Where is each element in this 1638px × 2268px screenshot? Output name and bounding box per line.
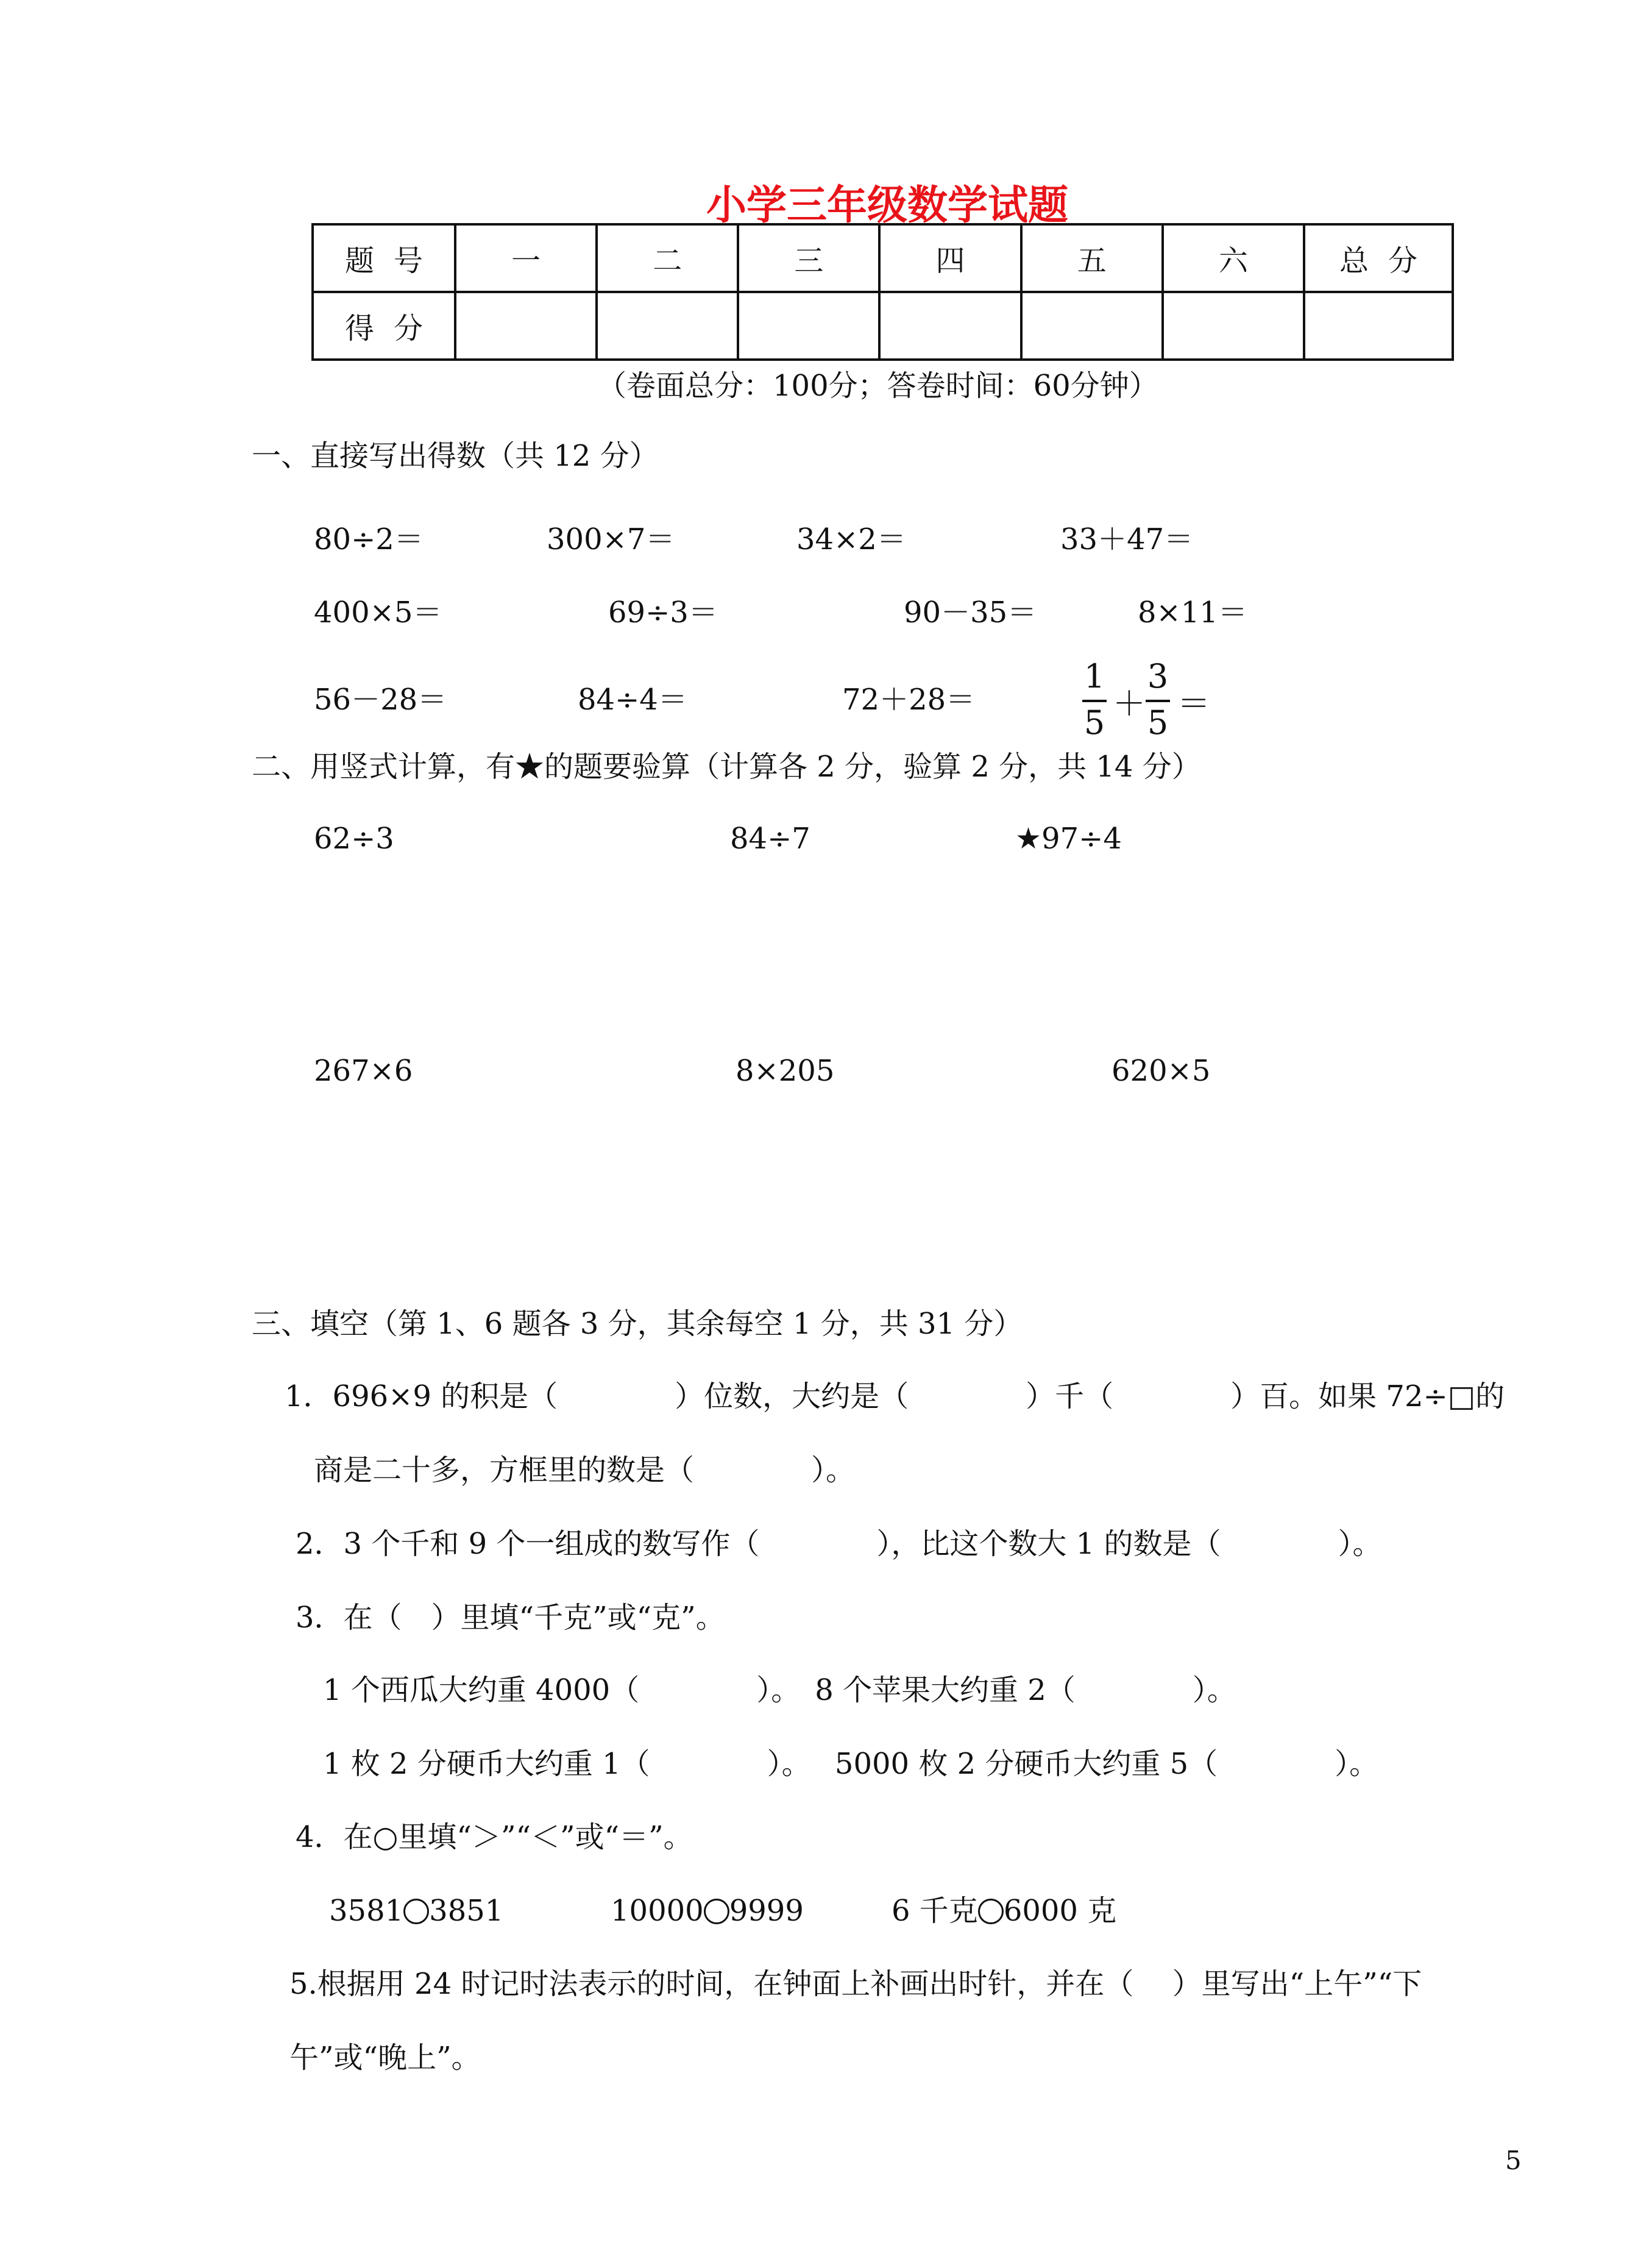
- score-input-cell[interactable]: [738, 292, 879, 360]
- compare-right: 3851: [429, 1894, 504, 1928]
- problem: 80÷2＝: [314, 522, 424, 556]
- compare-circle[interactable]: [704, 1899, 729, 1924]
- question-4: 4．在○里填“＞”“＜”或“＝”。: [296, 1820, 693, 1854]
- question-3a: 1 个西瓜大约重 4000（ ）。 8 个苹果大约重 2（ ）。: [323, 1673, 1236, 1707]
- problem: 69÷3＝: [608, 595, 718, 630]
- exam-note: （卷面总分：100分；答卷时间：60分钟）: [597, 369, 1158, 403]
- table-cell: 四: [879, 224, 1021, 292]
- table-cell: 三: [738, 224, 879, 292]
- problem: 84÷7: [730, 822, 810, 856]
- table-cell: 五: [1021, 224, 1163, 292]
- problem: 620×5: [1112, 1054, 1211, 1088]
- table-row: [313, 224, 1453, 292]
- score-table: [311, 223, 1454, 361]
- compare-item: [611, 1893, 804, 1929]
- score-input-cell[interactable]: [455, 292, 597, 360]
- table-cell: 题号: [313, 224, 455, 292]
- question-5: 5.根据用 24 时记时法表示的时间，在钟面上补画出时针，并在（ ）里写出“上午”“下: [289, 1967, 1422, 2001]
- table-cell: 六: [1163, 224, 1304, 292]
- problem: 267×6: [314, 1054, 413, 1088]
- problem: 8×205: [736, 1054, 835, 1088]
- question-2: 2．3 个千和 9 个一组成的数写作（ ），比这个数大 1 的数是（ ）。: [296, 1527, 1382, 1561]
- section3-heading: 三、填空（第 1、6 题各 3 分，其余每空 1 分，共 31 分）: [252, 1307, 1023, 1341]
- table-cell: 总分: [1304, 224, 1453, 292]
- table-cell: 一: [455, 224, 597, 292]
- table-row: [313, 292, 1453, 360]
- question-3b: 1 枚 2 分硬币大约重 1（ ）。 5000 枚 2 分硬币大约重 5（ ）。: [323, 1747, 1379, 1781]
- problem: 84÷4＝: [578, 683, 687, 717]
- compare-circle[interactable]: [978, 1899, 1004, 1924]
- compare-left: 3581: [329, 1894, 404, 1928]
- problem: 8×11＝: [1138, 595, 1247, 630]
- problem: 72＋28＝: [842, 683, 976, 717]
- table-cell: 得分: [313, 292, 455, 360]
- table-cell: 二: [597, 224, 738, 292]
- score-input-cell[interactable]: [1163, 292, 1304, 360]
- fraction-bar: [1082, 700, 1107, 702]
- compare-item: [892, 1893, 1116, 1929]
- question-1-cont: 商是二十多，方框里的数是（ ）。: [314, 1453, 856, 1487]
- page-number: 5: [1505, 2145, 1522, 2175]
- problem: 90－35＝: [904, 595, 1037, 630]
- problem: 33＋47＝: [1060, 522, 1194, 556]
- question-1: 1．696×9 的积是（ ）位数，大约是（ ）千（ ）百。如果 72÷□的: [285, 1379, 1505, 1413]
- problem: 56－28＝: [314, 683, 447, 717]
- problem: ★97÷4: [1015, 822, 1122, 856]
- compare-right: 9999: [729, 1894, 804, 1928]
- plus-sign: ＋: [1113, 684, 1146, 723]
- compare-circle[interactable]: [403, 1899, 429, 1924]
- compare-item: [329, 1893, 503, 1929]
- problem: 300×7＝: [547, 522, 675, 556]
- question-5-cont: 午”或“晚上”。: [289, 2041, 481, 2075]
- score-input-cell[interactable]: [879, 292, 1021, 360]
- numerator: 1: [1083, 657, 1105, 695]
- page-title: 小学三年级数学试题: [706, 181, 1068, 229]
- compare-left: 10000: [611, 1894, 704, 1928]
- fraction-bar: [1146, 700, 1170, 702]
- problem: 34×2＝: [796, 522, 906, 556]
- problem: 400×5＝: [314, 595, 442, 630]
- score-input-cell[interactable]: [597, 292, 738, 360]
- compare-right: 6000 克: [1003, 1894, 1117, 1928]
- score-input-cell[interactable]: [1304, 292, 1453, 360]
- score-input-cell[interactable]: [1021, 292, 1163, 360]
- section2-heading: 二、用竖式计算，有★的题要验算（计算各 2 分，验算 2 分，共 14 分）: [252, 750, 1201, 784]
- denominator: 5: [1147, 703, 1169, 742]
- question-3: 3．在（ ）里填“千克”或“克”。: [296, 1601, 725, 1635]
- numerator: 3: [1147, 657, 1169, 695]
- section1-heading: 一、直接写出得数（共 12 分）: [252, 439, 659, 473]
- equals-sign: ＝: [1177, 684, 1210, 723]
- denominator: 5: [1083, 703, 1105, 742]
- compare-left: 6 千克: [892, 1894, 978, 1928]
- problem: 62÷3: [314, 822, 394, 856]
